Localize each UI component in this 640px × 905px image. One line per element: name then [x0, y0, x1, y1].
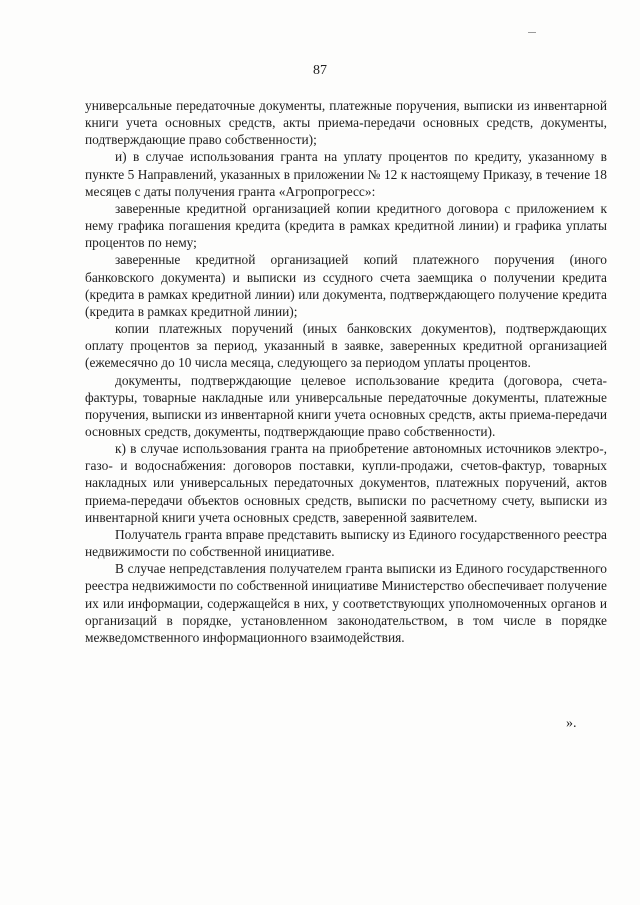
paragraph: и) в случае использования гранта на уплату процентов по кредиту, указанному в пункте 5 Направлений, указанных в приложении № 12 к настоящему Приказу, в течение 18 месяцев с даты получения гранта «Агропрогресс»: — [85, 149, 607, 199]
paragraph: Получатель гранта вправе представить выписку из Единого государственного реестра недвижимости по собственной инициативе. — [85, 526, 607, 560]
document-body — [85, 97, 607, 646]
closing-quote: ». — [566, 716, 577, 731]
paragraph: В случае непредставления получателем гранта выписки из Единого государственного реестра недвижимости по собственной инициативе Министерство обеспечивает получение их или информации, содержащейся в них, у соответствующих уполномоченных органов и организаций в порядке, установленном законодательством, в том числе в порядке межведомственного информационного взаимодействия. — [85, 561, 607, 645]
paragraph: к) в случае использования гранта на приобретение автономных источников электро-, газо- и водоснабжения: договоров поставки, купли-продажи, счетов-фактур, товарных накладных или универсальных передаточных документов, платежных поручений, актов приема-передачи объектов основных средств, выписки по расчетному счету, выписки из инвентарной книги учета основных средств, заверенной заявителем. — [85, 441, 607, 525]
paragraph: копии платежных поручений (иных банковских документов), подтверждающих оплату процентов за период, указанный в заявке, заверенных кредитной организацией (ежемесячно до 10 числа месяца, следующего за периодом уплаты процентов. — [85, 321, 607, 371]
scan-mark — [528, 32, 536, 33]
paragraph: универсальные передаточные документы, платежные поручения, выписки из инвентарной книги учета основных средств, акты приема-передачи основных средств, документы, подтверждающие право собственности); — [85, 98, 607, 148]
paragraph: заверенные кредитной организацией копий платежного поручения (иного банковского документа) и выписки из ссудного счета заемщика о получении кредита (кредита в рамках кредитной линии) или документа, подтверждающего получение кредита (кредита в рамках кредитной линии); — [85, 252, 607, 319]
paragraph: документы, подтверждающие целевое использование кредита (договора, счета-фактуры, товарные накладные или универсальные передаточные документы, платежные поручения, выписки из инвентарной книги учета основных средств, акты приема-передачи основных средств, документы, подтверждающие право собственности). — [85, 372, 607, 439]
page-number: 87 — [313, 63, 327, 78]
paragraph: заверенные кредитной организацией копии кредитного договора с приложением к нему графика погашения кредита (кредита в рамках кредитной линии) и графика уплаты процентов по нему; — [85, 200, 607, 251]
